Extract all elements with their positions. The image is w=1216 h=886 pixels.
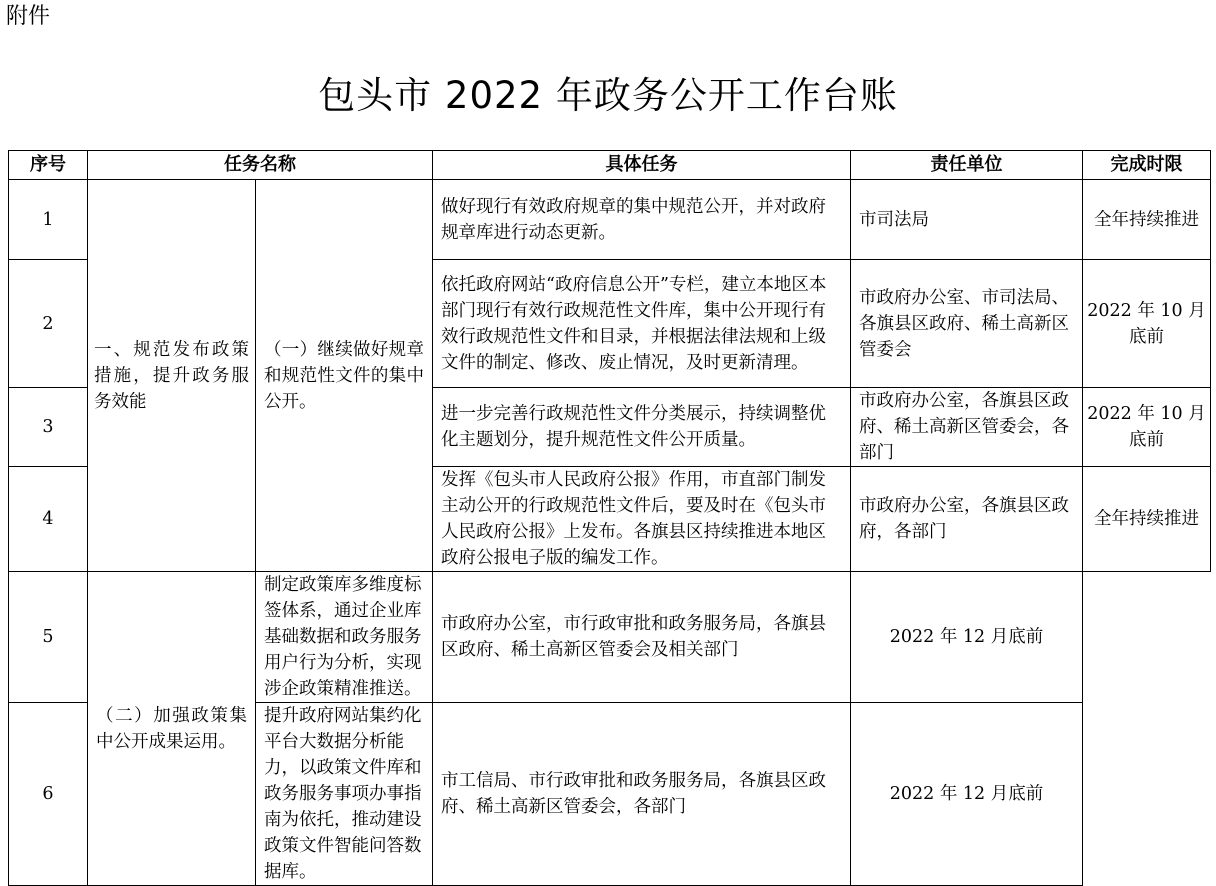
row-index: 3 xyxy=(9,388,88,467)
row-deadline: 2022 年 12 月底前 xyxy=(851,572,1083,703)
row-unit: 市工信局、市行政审批和政务服务局，各旗县区政府、稀土高新区管委会，各部门 xyxy=(433,703,851,886)
column-header-index: 序号 xyxy=(9,151,88,180)
row-deadline: 全年持续推进 xyxy=(1083,467,1211,572)
row-task: 做好现行有效政府规章的集中规范公开，并对政府规章库进行动态更新。 xyxy=(433,180,851,260)
column-header-task-name: 任务名称 xyxy=(88,151,433,180)
row-task: 制定政策库多维度标签体系，通过企业库基础数据和政务服务用户行为分析，实现涉企政策精准推送。 xyxy=(256,572,433,703)
row-task: 发挥《包头市人民政府公报》作用，市直部门制发主动公开的行政规范性文件后，要及时在《包头市人民政府公报》上发布。各旗县区持续推进本地区政府公报电子版的编发工作。 xyxy=(433,467,851,572)
work-ledger-table xyxy=(8,150,1211,886)
table-row xyxy=(9,180,1211,260)
row-index: 4 xyxy=(9,467,88,572)
row-unit: 市政府办公室，各旗县区政府，各部门 xyxy=(851,467,1083,572)
row-index: 5 xyxy=(9,572,88,703)
row-task: 提升政府网站集约化平台大数据分析能力，以政策文件库和政务服务事项办事指南为依托，推动建设政策文件智能问答数据库。 xyxy=(256,703,433,886)
column-header-deadline: 完成时限 xyxy=(1083,151,1211,180)
row-index: 6 xyxy=(9,703,88,886)
attachment-label: 附件 xyxy=(6,4,51,29)
row-task: 依托政府网站“政府信息公开”专栏，建立本地区本部门现行有效行政规范性文件库，集中公开现行有效行政规范性文件和目录，并根据法律法规和上级文件的制定、修改、废止情况，及时更新清理。 xyxy=(433,260,851,388)
task-subcategory: （一）继续做好规章和规范性文件的集中公开。 xyxy=(256,180,433,572)
document-title: 包头市 2022 年政务公开工作台账 xyxy=(318,74,898,117)
row-unit: 市司法局 xyxy=(851,180,1083,260)
task-category: 一、规范发布政策措施，提升政务服务效能 xyxy=(88,180,256,572)
row-task: 进一步完善行政规范性文件分类展示，持续调整优化主题划分，提升规范性文件公开质量。 xyxy=(433,388,851,467)
row-unit: 市政府办公室，各旗县区政府、稀土高新区管委会，各部门 xyxy=(851,388,1083,467)
row-index: 2 xyxy=(9,260,88,388)
column-header-responsible-unit: 责任单位 xyxy=(851,151,1083,180)
row-unit: 市政府办公室，市行政审批和政务服务局，各旗县区政府、稀土高新区管委会及相关部门 xyxy=(433,572,851,703)
row-deadline: 全年持续推进 xyxy=(1083,180,1211,260)
table-header-row xyxy=(9,151,1211,180)
task-subcategory: （二）加强政策集中公开成果运用。 xyxy=(88,572,256,886)
row-deadline: 2022 年 12 月底前 xyxy=(851,703,1083,886)
column-header-specific-task: 具体任务 xyxy=(433,151,851,180)
row-unit: 市政府办公室、市司法局、各旗县区政府、稀土高新区管委会 xyxy=(851,260,1083,388)
row-index: 1 xyxy=(9,180,88,260)
row-deadline: 2022 年 10 月底前 xyxy=(1083,260,1211,388)
row-deadline: 2022 年 10 月底前 xyxy=(1083,388,1211,467)
table-row xyxy=(9,572,1211,703)
